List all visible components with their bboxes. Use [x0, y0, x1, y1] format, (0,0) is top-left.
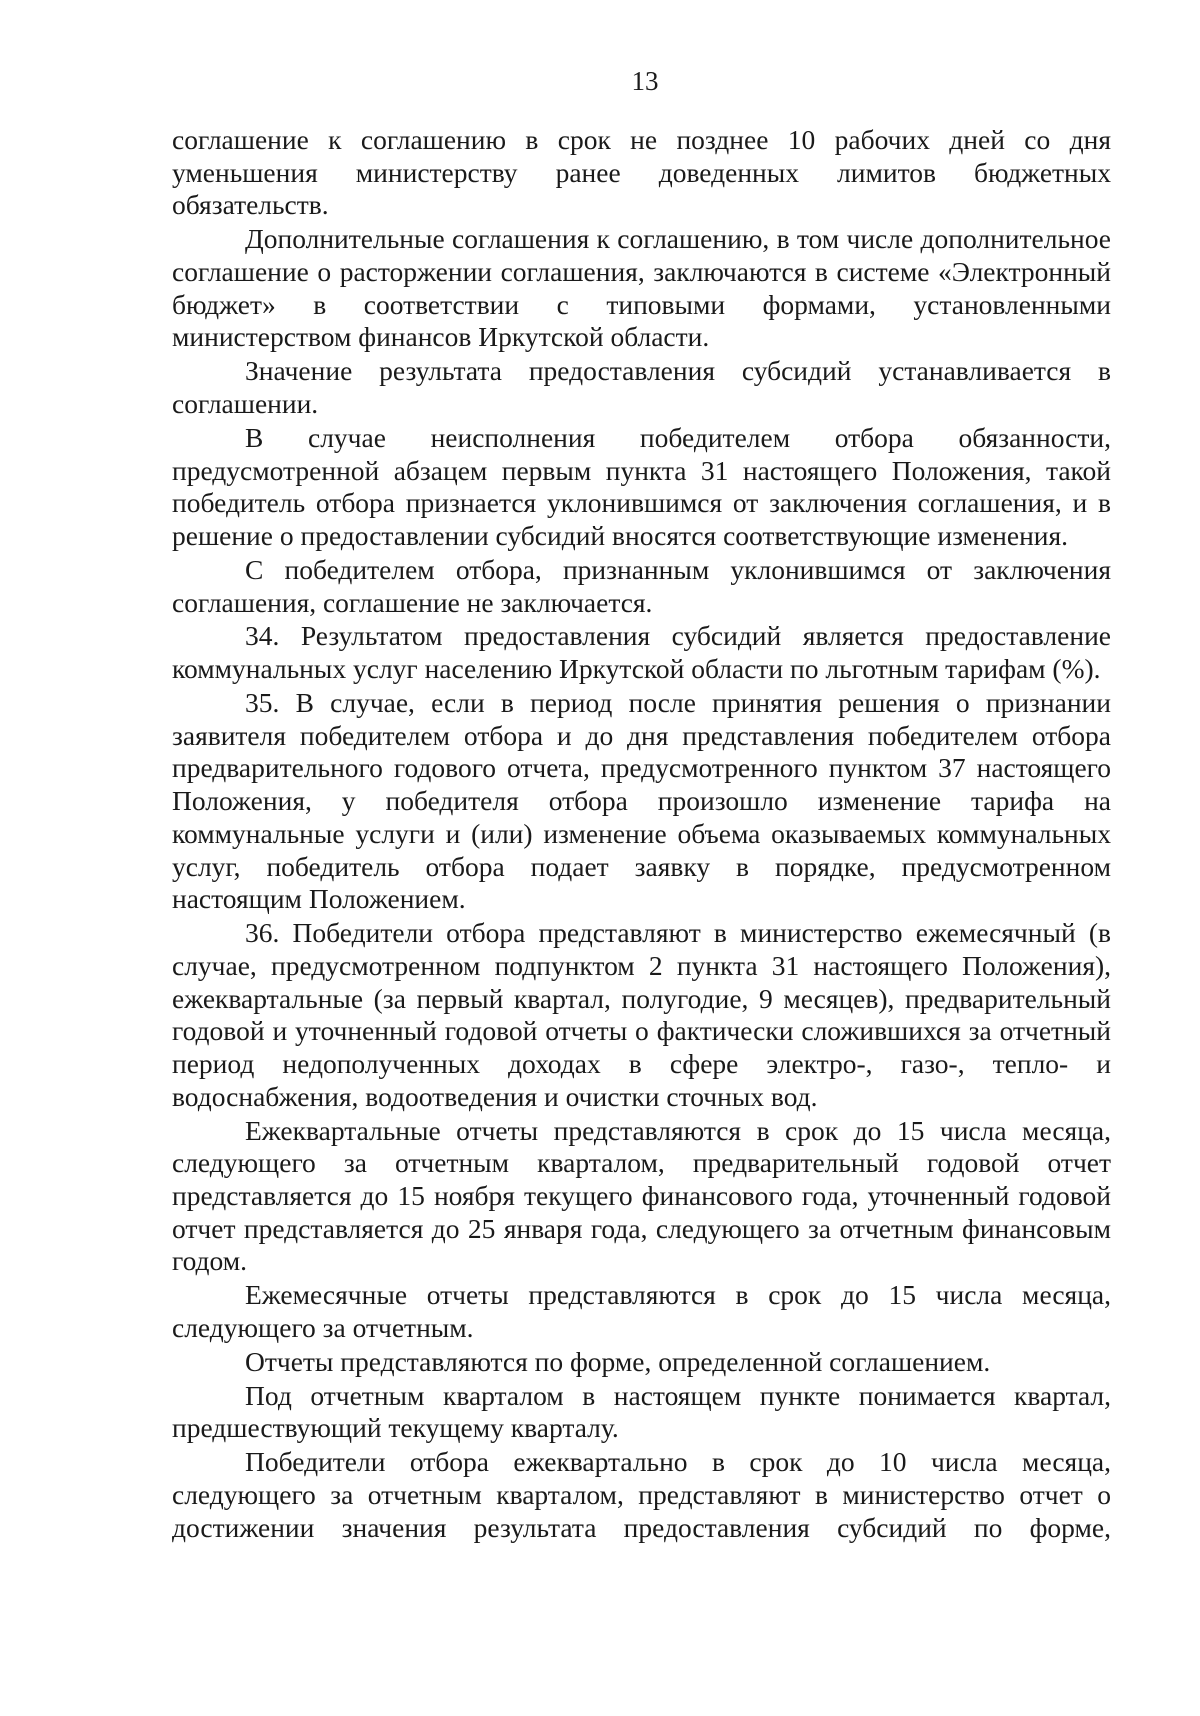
paragraph-result-value: Значение результата предоставления субсидий устанавливается в соглашении.: [172, 355, 1111, 419]
paragraph-monthly-reports: Ежемесячные отчеты представляются в срок до 15 числа месяца, следующего за отчетным.: [172, 1279, 1111, 1343]
document-body: [172, 124, 1111, 1546]
page-number: 13: [631, 66, 659, 96]
paragraph-quarterly-reports: Ежеквартальные отчеты представляются в срок до 15 числа месяца, следующего за отчетным кварталом, предварительный годовой отчет представляется до 15 ноября текущего финансового года, уточненный годовой отчет представляется до 25 января года, следующего за отчетным финансовым годом.: [172, 1114, 1111, 1277]
paragraph-item-35: 35. В случае, если в период после принятия решения о признании заявителя победителем отбора и до дня представления победителем отбора предварительного годового отчета, предусмотренного пунктом 37 настоящего Положения, у победителя отбора произошло изменение тарифа на коммунальные услуги и (или) изменение объема оказываемых коммунальных услуг, победитель отбора подает заявку в порядке, предусмотренном настоящим Положением.: [172, 687, 1111, 915]
paragraph-item-36: 36. Победители отбора представляют в министерство ежемесячный (в случае, предусмотренном подпунктом 2 пункта 31 настоящего Положения), ежеквартальные (за первый квартал, полугодие, 9 месяцев), предварительный годовой и уточненный годовой отчеты о фактически сложившихся за отчетный период недополученных доходах в сфере электро-, газо-, тепло- и водоснабжения, водоотведения и очистки сточных вод.: [172, 917, 1111, 1112]
paragraph-non-fulfillment: В случае неисполнения победителем отбора обязанности, предусмотренной абзацем первым пункта 31 настоящего Положения, такой победитель отбора признается уклонившимся от заключения соглашения, и в решение о предоставлении субсидий вносятся соответствующие изменения.: [172, 421, 1111, 551]
paragraph-reporting-quarter: Под отчетным кварталом в настоящем пункте понимается квартал, предшествующий текущему кварталу.: [172, 1379, 1111, 1444]
paragraph-evaded-winner: С победителем отбора, признанным уклонившимся от заключения соглашения, соглашение не заключается.: [172, 553, 1111, 618]
paragraph-item-34: 34. Результатом предоставления субсидий является предоставление коммунальных услуг населению Иркутской области по льготным тарифам (%).: [172, 620, 1111, 685]
paragraph-result-report: Победители отбора ежеквартально в срок до 10 числа месяца, следующего за отчетным кварталом, представляют в министерство отчет о достижении значения результата предоставления субсидий по форме,: [172, 1446, 1111, 1543]
paragraph-continuation: соглашение к соглашению в срок не позднее 10 рабочих дней со дня уменьшения министерству ранее доведенных лимитов бюджетных обязательств.: [172, 124, 1111, 221]
paragraph-report-form: Отчеты представляются по форме, определенной соглашением.: [245, 1345, 991, 1377]
paragraph-additional-agreements: Дополнительные соглашения к соглашению, в том числе дополнительное соглашение о расторжении соглашения, заключаются в системе «Электронный бюджет» в соответствии с типовыми формами, установленными министерством финансов Иркутской области.: [172, 223, 1111, 353]
